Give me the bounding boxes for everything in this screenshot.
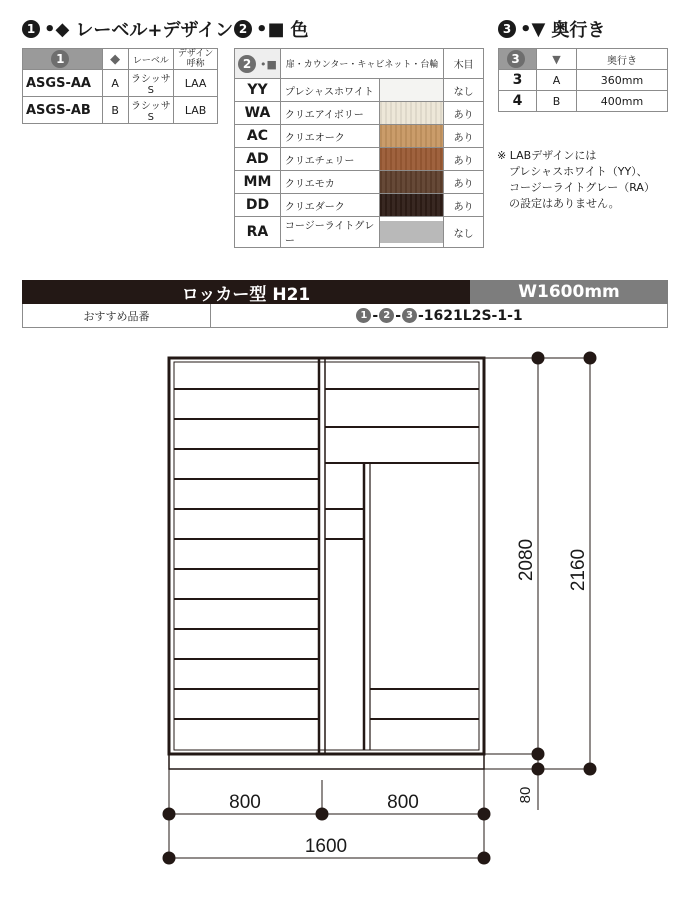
dim-label-2160: 2160 (568, 548, 589, 592)
t2-name: クリエダーク (280, 194, 380, 217)
t1-header-label: レーベル (128, 49, 174, 70)
dim-label-total: 1600 (304, 836, 348, 857)
locker-width: W1600mm (470, 280, 668, 304)
recommended-label: おすすめ品番 (23, 304, 211, 327)
t3-depth: 360mm (577, 70, 668, 91)
t3-header-depth: 奥行き (577, 49, 668, 70)
dim-dot (584, 352, 596, 364)
t3-depth: 400mm (577, 91, 668, 112)
t1-code: ASGS-AB (23, 97, 103, 124)
t2-header-number: 2 (238, 55, 256, 73)
t3-mark: A (537, 70, 577, 91)
rec-suffix: -1621L2S-1-1 (418, 307, 523, 324)
lower-right-shelves (370, 689, 479, 719)
t1-header-design: デザイン呼称 (174, 49, 218, 70)
t1-label: ラシッサS (128, 97, 174, 124)
t3-header-number: 3 (507, 50, 525, 68)
t2-code: DD (235, 194, 281, 217)
section3-title: 奥行き (551, 20, 606, 41)
t2-name: クリエアイボリー (280, 102, 380, 125)
dim-dot (163, 852, 175, 864)
t3-code: 4 (499, 91, 537, 112)
t2-name: クリエオーク (280, 125, 380, 148)
t2-code: AD (235, 148, 281, 171)
t3-mark: B (537, 91, 577, 112)
t2-name: クリエチェリー (280, 148, 380, 171)
t1-label: ラシッサS (128, 70, 174, 97)
locker-body (169, 358, 484, 769)
t2-header-parts: 扉・カウンター・キャビネット・台輪 (280, 49, 443, 79)
base-plinth (169, 754, 484, 769)
t2-name: プレシャスホワイト (280, 79, 380, 102)
note-line: ※ LABデザインには (497, 149, 597, 162)
dim-dot (316, 808, 328, 820)
recommended-code: 1 - 2 - 3 -1621L2S-1-1 (211, 304, 667, 327)
section2-title: 色 (290, 20, 309, 41)
t2-wood: あり (444, 125, 484, 148)
t1-mark: A (102, 70, 128, 97)
t1-design: LAB (174, 97, 218, 124)
note-line: プレシャスホワイト（YY）、 (509, 165, 648, 178)
t2-wood: あり (444, 102, 484, 125)
t1-header-number: 1 (51, 50, 69, 68)
rec-number-2: 2 (379, 308, 394, 323)
inner-frame (174, 362, 479, 750)
triangle-down-icon: ▼ (552, 52, 561, 66)
narrow-shelves (325, 509, 364, 539)
section1-title: レーベル+デザイン (75, 20, 234, 41)
dim-dot (478, 808, 490, 820)
t2-wood: あり (444, 171, 484, 194)
t2-name: コージーライトグレー (280, 217, 380, 248)
rec-number-3: 3 (402, 308, 417, 323)
note-line: の設定はありません。 (509, 197, 620, 210)
t1-mark: B (102, 97, 128, 124)
t2-code: MM (235, 171, 281, 194)
dim-label-left: 800 (229, 792, 261, 813)
diamond-icon: ◆ (110, 51, 121, 67)
triangle-down-icon: •▼ (520, 18, 546, 40)
t2-wood: なし (444, 217, 484, 248)
rec-number-1: 1 (356, 308, 371, 323)
section1-number: 1 (22, 20, 40, 38)
note-line: コージーライトグレー（RA） (509, 181, 655, 194)
section3-number: 3 (498, 20, 516, 38)
t2-header-wood: 木目 (444, 49, 484, 79)
t2-wood: あり (444, 148, 484, 171)
right-shelves (325, 389, 479, 463)
dim-dot (478, 852, 490, 864)
t2-wood: あり (444, 194, 484, 217)
dim-dot (532, 352, 544, 364)
dim-label-2080: 2080 (516, 538, 537, 582)
locker-title: ロッカー型 H21 (22, 280, 470, 304)
dim-dot (532, 748, 544, 760)
dim-dot (584, 763, 596, 775)
t3-code: 3 (499, 70, 537, 91)
section2-number: 2 (234, 20, 252, 38)
t2-code: RA (235, 217, 281, 248)
dim-label-80: 80 (517, 786, 534, 804)
t1-code: ASGS-AA (23, 70, 103, 97)
left-shelves (174, 389, 319, 719)
square-icon: •■ (260, 57, 277, 71)
t1-design: LAA (174, 70, 218, 97)
dim-dot (163, 808, 175, 820)
square-icon: •■ (256, 18, 285, 40)
t2-code: AC (235, 125, 281, 148)
t2-wood: なし (444, 79, 484, 102)
dim-label-right: 800 (387, 792, 419, 813)
diamond-icon: •◆ (44, 18, 70, 40)
t2-name: クリエモカ (280, 171, 380, 194)
t2-code: YY (235, 79, 281, 102)
dim-dot (532, 763, 544, 775)
outer-frame (169, 358, 484, 754)
t2-code: WA (235, 102, 281, 125)
